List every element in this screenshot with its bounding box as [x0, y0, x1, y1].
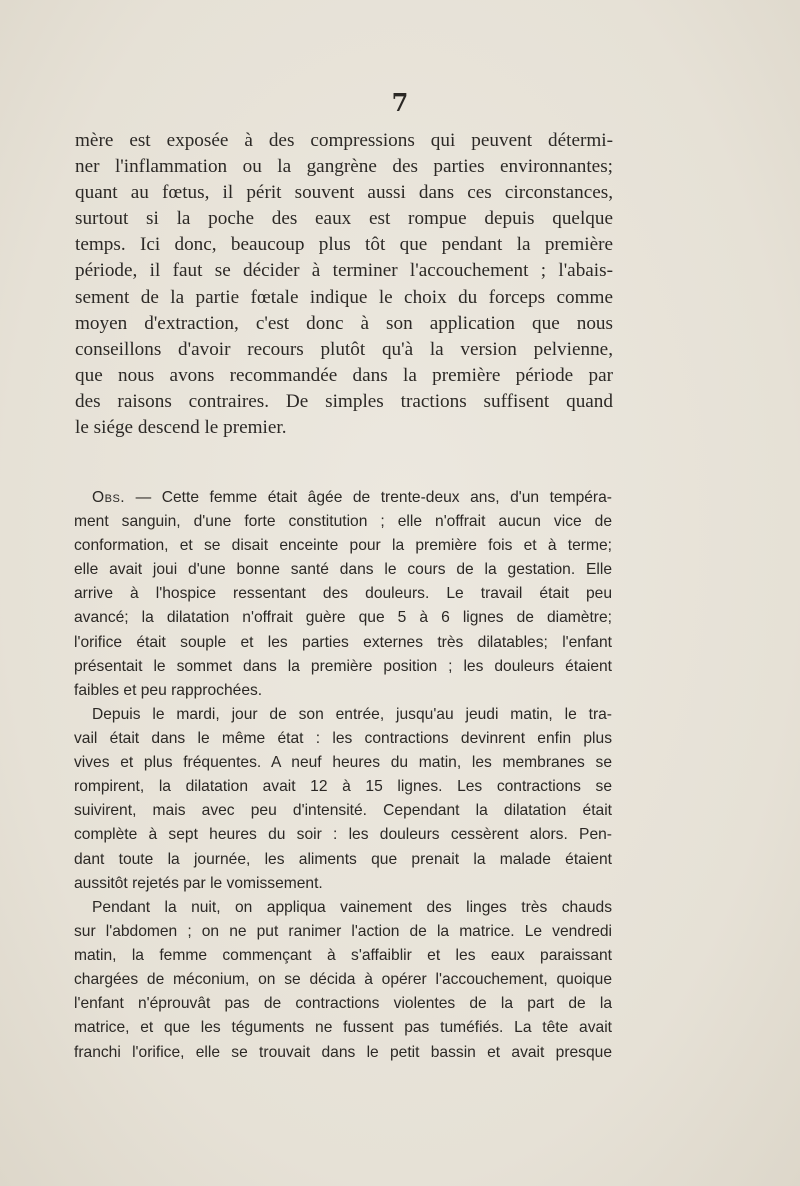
obs-line: faibles et peu rapprochées. [74, 681, 263, 699]
p4-line: matrice, et que les téguments ne fussent pas tuméfiés. La tête avait [74, 1019, 612, 1037]
obs-label: Obs. [92, 489, 126, 506]
obs-line: elle avait joui d'une bonne santé dans le cours de la gestation. Elle [74, 561, 612, 579]
p3-line: aussitôt rejetés par le vomissement. [74, 874, 323, 892]
p1-line: sement de la partie fœtale indique le choix du forceps comme [75, 286, 613, 308]
p3-line: dant toute la journée, les aliments que prenait la malade étaient [74, 850, 612, 868]
paragraph-main [75, 128, 613, 441]
page-number: 7 [391, 88, 409, 117]
paragraph-3 [74, 703, 612, 896]
p1-line: surtout si la poche des eaux est rompue depuis quelque [75, 208, 613, 230]
p4-line: l'enfant n'éprouvât pas de contractions violentes de la part de la [74, 995, 612, 1013]
p4-line: matin, la femme commençant à s'affaiblir et les eaux paraissant [74, 947, 612, 965]
p1-line: que nous avons recommandée dans la première période par [75, 364, 613, 386]
p1-line: période, il faut se décider à terminer l'accouchement ; l'abais- [75, 260, 613, 282]
p3-line: Depuis le mardi, jour de son entrée, jusqu'au jeudi matin, le tra- [92, 706, 612, 723]
p3-line: suivirent, mais avec peu d'intensité. Cependant la dilatation était [74, 802, 612, 820]
p3-line: vives et plus fréquentes. A neuf heures du matin, les membranes se [74, 754, 612, 772]
p3-line: rompirent, la dilatation avait 12 à 15 lignes. Les contractions se [74, 778, 612, 796]
obs-line: arrive à l'hospice ressentant des douleurs. Le travail était peu [74, 585, 612, 603]
obs-line: ment sanguin, d'une forte constitution ; elle n'offrait aucun vice de [74, 513, 612, 531]
p1-line: moyen d'extraction, c'est donc à son application que nous [75, 312, 613, 334]
obs-line: conformation, et se disait enceinte pour la première fois et à terme; [74, 537, 612, 555]
p3-line: vail était dans le même état : les contractions devinrent enfin plus [74, 730, 612, 748]
paragraph-4 [74, 896, 612, 1065]
p3-line: complète à sept heures du soir : les douleurs cessèrent alors. Pen- [74, 826, 612, 844]
p1-line: temps. Ici donc, beaucoup plus tôt que pendant la première [75, 234, 613, 256]
observation-paragraph [74, 486, 612, 703]
p1-line: conseillons d'avoir recours plutôt qu'à la version pelvienne, [75, 338, 613, 360]
p1-line: le siége descend le premier. [75, 417, 287, 439]
p4-line: franchi l'orifice, elle se trouvait dans le petit bassin et avait presque [74, 1043, 612, 1061]
obs-line: l'orifice était souple et les parties externes très dilatables; l'enfant [74, 633, 612, 651]
p1-line: quant au fœtus, il périt souvent aussi dans ces circonstances, [75, 182, 613, 204]
obs-first-line [74, 486, 612, 510]
p1-line: ner l'inflammation ou la gangrène des parties environnantes; [75, 156, 613, 178]
p4-line: chargées de méconium, on se décida à opérer l'accouchement, quoique [74, 971, 612, 989]
obs-line: présentait le sommet dans la première position ; les douleurs étaient [74, 657, 612, 675]
p4-line: sur l'abdomen ; on ne put ranimer l'action de la matrice. Le vendredi [74, 923, 612, 941]
obs-line: avancé; la dilatation n'offrait guère que 5 à 6 lignes de diamètre; [74, 609, 612, 627]
p1-line: mère est exposée à des compressions qui peuvent détermi- [75, 130, 613, 151]
p4-line: Pendant la nuit, on appliqua vainement des linges très chauds [92, 899, 612, 916]
p1-line: des raisons contraires. De simples tractions suffisent quand [75, 390, 613, 412]
obs-first-line-text: — Cette femme était âgée de trente-deux ans, d'un tempéra- [125, 489, 612, 506]
